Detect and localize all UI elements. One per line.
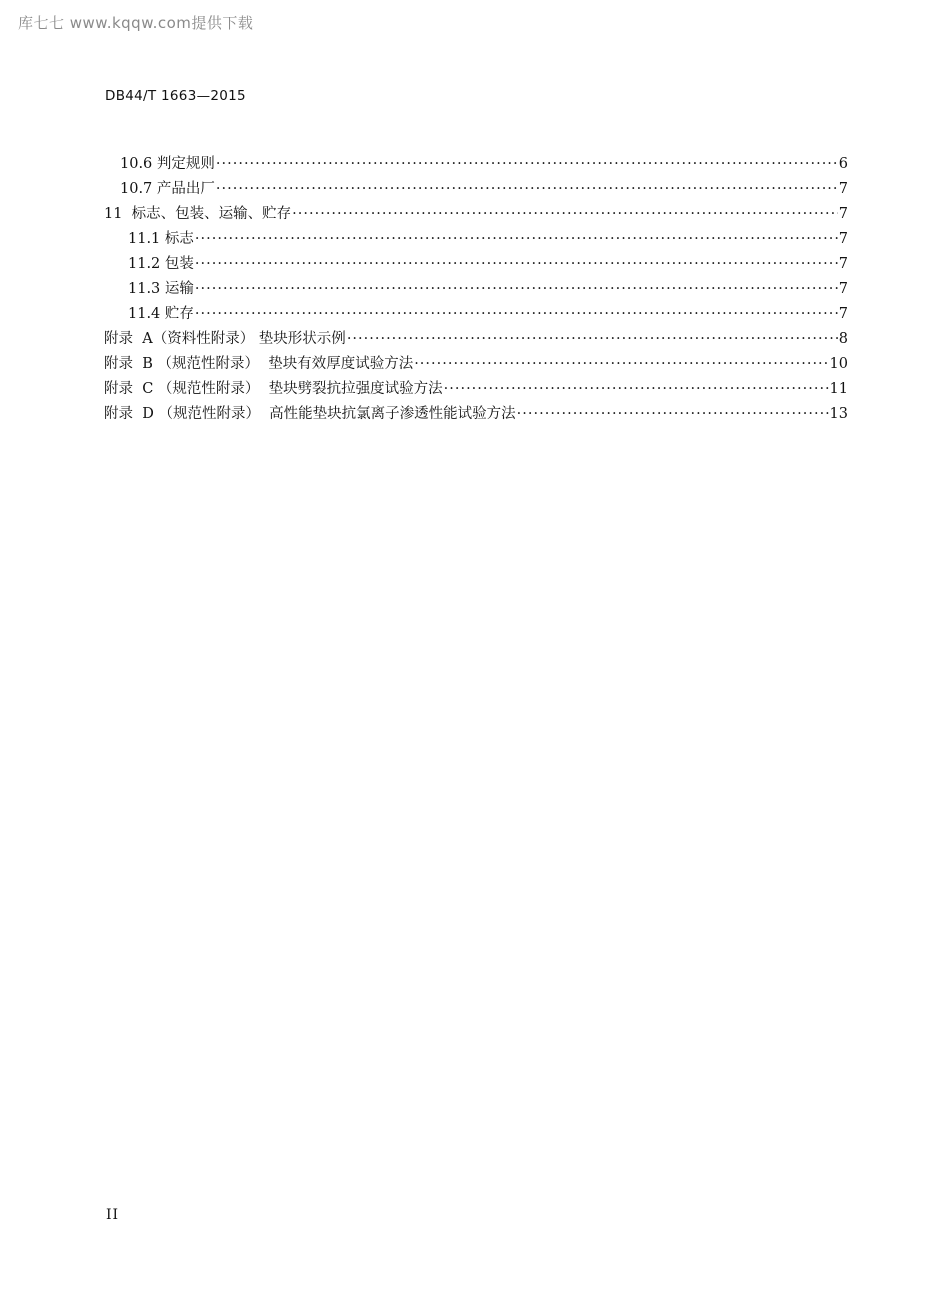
table-of-contents bbox=[104, 152, 848, 427]
toc-leader-dots bbox=[414, 352, 828, 377]
toc-leader-dots bbox=[292, 202, 838, 227]
toc-leader-dots bbox=[195, 227, 838, 252]
toc-entry-11-2[interactable] bbox=[104, 252, 848, 277]
toc-entry-page: 7 bbox=[838, 231, 848, 247]
toc-entry-appendix-c[interactable] bbox=[104, 377, 848, 402]
toc-entry-page: 13 bbox=[829, 406, 848, 422]
document-code: DB44/T 1663—2015 bbox=[105, 88, 246, 104]
toc-entry-label: 11.2 包装 bbox=[128, 256, 194, 272]
toc-entry-page: 7 bbox=[838, 206, 848, 222]
toc-entry-label: 11.3 运输 bbox=[128, 281, 194, 297]
toc-entry-label: 附录 B （规范性附录） 垫块有效厚度试验方法 bbox=[104, 356, 414, 372]
toc-entry-label: 10.7 产品出厂 bbox=[120, 181, 215, 197]
toc-entry-appendix-b[interactable] bbox=[104, 352, 848, 377]
toc-entry-page: 8 bbox=[838, 331, 848, 347]
page-number: II bbox=[106, 1207, 120, 1223]
toc-entry-11-3[interactable] bbox=[104, 277, 848, 302]
toc-leader-dots bbox=[216, 177, 838, 202]
toc-entry-label: 附录 C （规范性附录） 垫块劈裂抗拉强度试验方法 bbox=[104, 381, 443, 397]
watermark-text: 库七七 www.kqqw.com提供下载 bbox=[18, 14, 254, 32]
toc-leader-dots bbox=[216, 152, 838, 177]
toc-leader-dots bbox=[195, 252, 838, 277]
toc-entry-11[interactable] bbox=[104, 202, 848, 227]
toc-entry-10-6[interactable] bbox=[104, 152, 848, 177]
toc-entry-appendix-d[interactable] bbox=[104, 402, 848, 427]
toc-entry-page: 7 bbox=[838, 181, 848, 197]
toc-entry-page: 7 bbox=[838, 306, 848, 322]
toc-entry-11-1[interactable] bbox=[104, 227, 848, 252]
toc-entry-page: 6 bbox=[838, 156, 848, 172]
toc-leader-dots bbox=[347, 327, 838, 352]
toc-entry-appendix-a[interactable] bbox=[104, 327, 848, 352]
toc-entry-label: 11.4 贮存 bbox=[128, 306, 194, 322]
toc-leader-dots bbox=[195, 302, 838, 327]
toc-leader-dots bbox=[195, 277, 838, 302]
toc-entry-10-7[interactable] bbox=[104, 177, 848, 202]
toc-entry-page: 7 bbox=[838, 281, 848, 297]
toc-leader-dots bbox=[517, 402, 829, 427]
toc-entry-label: 11.1 标志 bbox=[128, 231, 194, 247]
toc-entry-page: 7 bbox=[838, 256, 848, 272]
toc-entry-page: 10 bbox=[829, 356, 848, 372]
toc-entry-label: 附录 D （规范性附录） 高性能垫块抗氯离子渗透性能试验方法 bbox=[104, 406, 516, 422]
toc-entry-label: 附录 A（资料性附录） 垫块形状示例 bbox=[104, 331, 346, 347]
toc-leader-dots bbox=[444, 377, 829, 402]
toc-entry-11-4[interactable] bbox=[104, 302, 848, 327]
toc-entry-page: 11 bbox=[829, 381, 848, 397]
toc-entry-label: 10.6 判定规则 bbox=[120, 156, 215, 172]
toc-entry-label: 11 标志、包装、运输、贮存 bbox=[104, 206, 292, 222]
